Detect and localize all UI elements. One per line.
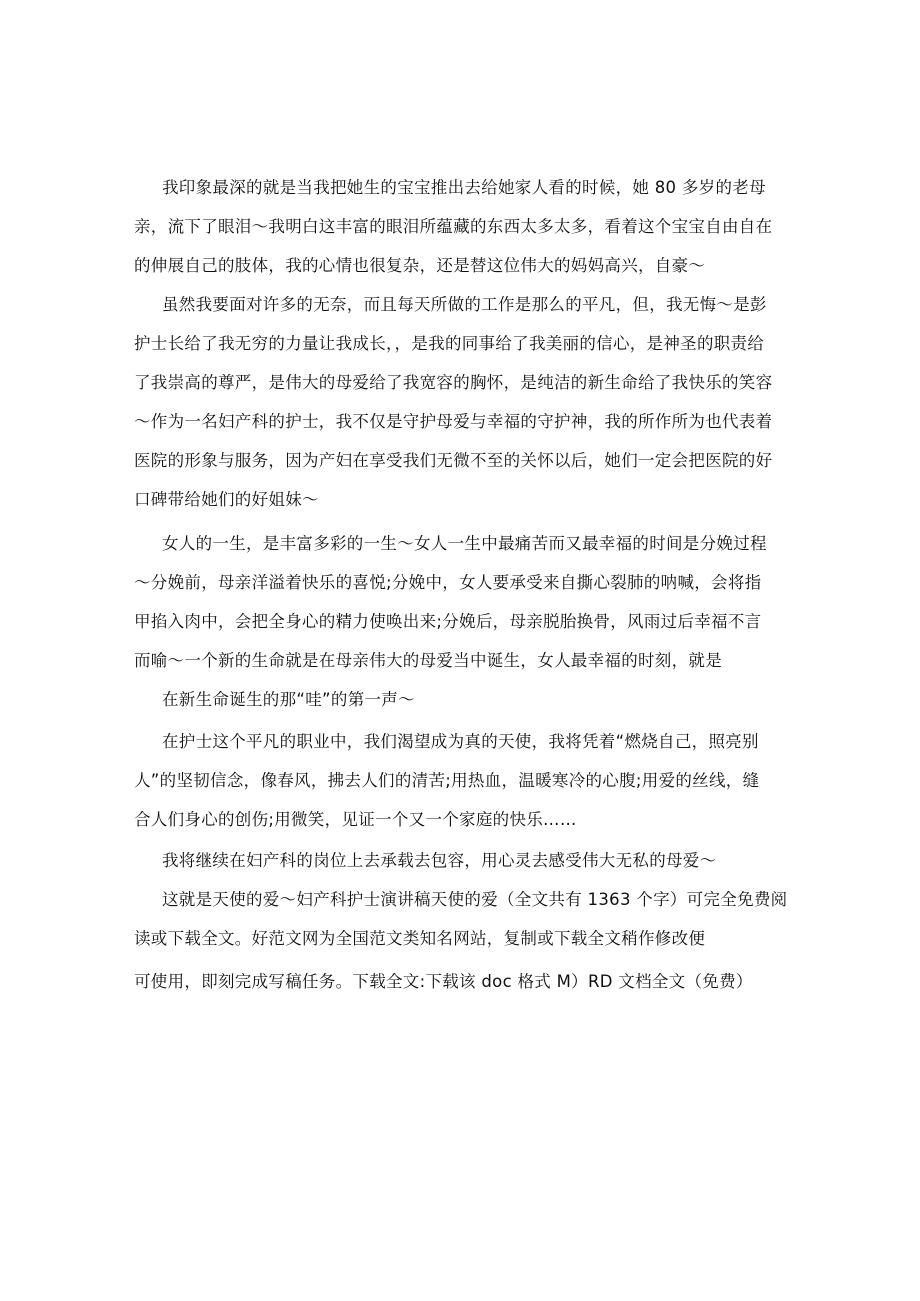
text-line: 人”的坚韧信念，像春风，拂去人们的清苦;用热血，温暖寒冷的心腹;用爱的丝线，缝 (134, 771, 760, 790)
text-line: 在护士这个平凡的职业中，我们渴望成为真的天使，我将凭着“燃烧自己，照亮别 (162, 732, 759, 751)
text-line: 我印象最深的就是当我把她生的宝宝推出去给她家人看的时候，她 80 多岁的老母 (162, 178, 766, 197)
text-line: 读或下载全文。好范文网为全国范文类知名网站，复制或下载全文稍作修改便 (134, 929, 706, 948)
text-line: 女人的一生，是丰富多彩的一生～女人一生中最痛苦而又最幸福的时间是分娩过程 (162, 534, 767, 553)
text-line: ～分娩前，母亲洋溢着快乐的喜悦;分娩中，女人要承受来自撕心裂肺的呐喊，会将指 (134, 573, 762, 592)
text-line: 护士长给了我无穷的力量让我成长，，是我的同事给了我美丽的信心，是神圣的职责给 (134, 334, 765, 353)
text-line: 这就是天使的爱～妇产科护士演讲稿天使的爱（全文共有 1363 个字）可完全免费阅 (162, 890, 788, 909)
text-line: 在新生命诞生的那“哇”的第一声～ (162, 690, 415, 709)
text-line: 了我崇高的尊严，是伟大的母爱给了我宽容的胸怀，是纯洁的新生命给了我快乐的笑容 (134, 373, 773, 392)
text-line: 甲掐入肉中，会把全身心的精力使唤出来;分娩后，母亲脱胎换骨，风雨过后幸福不言 (134, 612, 762, 631)
text-line: 口碑带给她们的好姐妹～ (134, 490, 319, 509)
text-line: ～作为一名妇产科的护士，我不仅是守护母爱与幸福的守护神，我的所作所为也代表着 (134, 412, 773, 431)
text-line: 虽然我要面对许多的无奈，而且每天所做的工作是那么的平凡，但，我无悔～是彭 (162, 295, 767, 314)
text-line: 我将继续在妇产科的岗位上去承载去包容，用心灵去感受伟大无私的母爱～ (162, 851, 717, 870)
text-line: 亲，流下了眼泪～我明白这丰富的眼泪所蕴藏的东西太多太多，看着这个宝宝自由自在 (134, 217, 773, 236)
text-line: 医院的形象与服务，因为产妇在享受我们无微不至的关怀以后，她们一定会把医院的好 (134, 451, 773, 470)
text-line: 合人们身心的创伤;用微笑，见证一个又一个家庭的快乐…… (134, 810, 577, 829)
text-line: 而喻～一个新的生命就是在母亲伟大的母爱当中诞生，女人最幸福的时刻，就是 (134, 651, 722, 670)
text-line: 可使用，即刻完成写稿任务。下载全文:下载该 doc 格式 M）RD 文档全文（免费） (134, 972, 753, 991)
text-line: 的伸展自己的肢体，我的心情也很复杂，还是替这位伟大的妈妈高兴，自豪～ (134, 256, 706, 275)
